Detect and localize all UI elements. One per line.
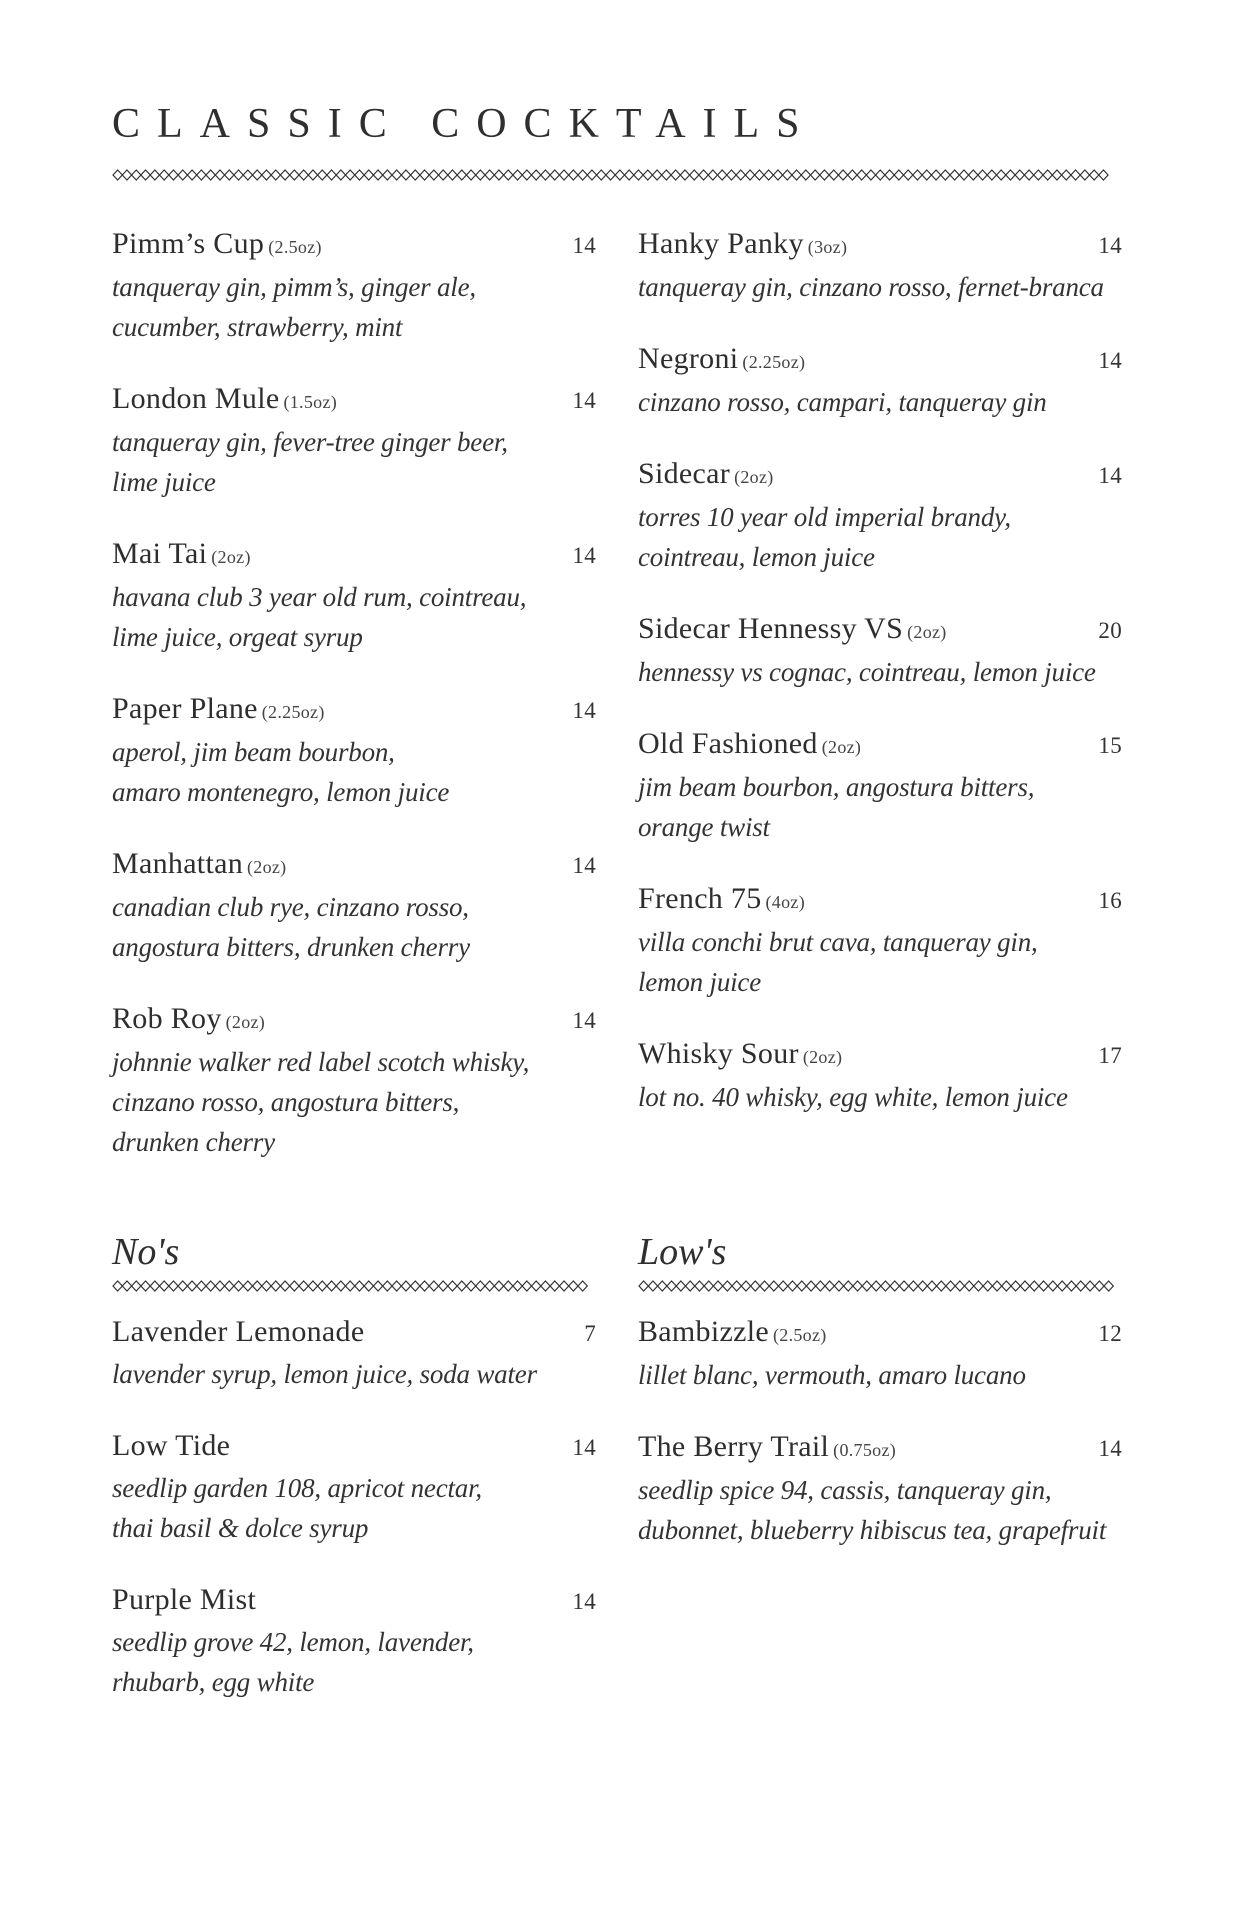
menu-item-description-line: lavender syrup, lemon juice, soda water [112,1359,537,1389]
menu-item-header [112,534,596,577]
menu-item-description-line: cointreau, lemon juice [638,542,875,572]
menu-item-price: 14 [572,388,596,413]
menu-item-header [112,689,596,732]
lows-title: Low's [638,1231,727,1273]
menu-item-pour: (1.5oz) [283,392,338,412]
menu-item-title [112,1312,364,1352]
menu-item-description-line: lime juice, orgeat syrup [112,622,363,652]
menu-item-description-line: rhubarb, egg white [112,1667,315,1697]
menu-item [112,689,596,812]
menu-item-description-line: amaro montenegro, lemon juice [112,777,450,807]
menu-item [638,339,1122,422]
menu-item-name: Sidecar Hennessy VS [638,612,904,645]
menu-item-title [638,454,774,497]
menu-item-header [638,454,1122,497]
lows-column [638,1312,1122,1550]
menu-item-name: Purple Mist [112,1583,257,1616]
menu-item-header [112,999,596,1042]
menu-item-title [112,844,286,887]
menu-item-description-line: cinzano rosso, campari, tanqueray gin [638,387,1047,417]
menu-item-description-line: johnnie walker red label scotch whisky, [112,1047,530,1077]
menu-item [112,534,596,657]
menu-item [638,879,1122,1002]
menu-item-name: The Berry Trail [638,1430,830,1463]
menu-item-name: French 75 [638,882,762,915]
menu-item-header [638,339,1122,382]
menu-item-price: 14 [572,1435,596,1460]
menu-item-header [638,724,1122,767]
menu-item-description-line: orange twist [638,812,770,842]
menu-item-name: Bambizzle [638,1315,769,1348]
menu-item-description [112,577,596,657]
menu-item-title [638,879,805,922]
menu-item-description [112,1622,596,1702]
menu-item-title [112,1426,230,1466]
menu-item-title [112,224,322,267]
menu-item-description [638,652,1122,692]
menu-item-description [112,1354,596,1394]
menu-item-description-line: tanqueray gin, cinzano rosso, fernet-branca [638,272,1104,302]
menu-item-name: Rob Roy [112,1002,222,1035]
menu-item-description-line: tanqueray gin, pimm’s, ginger ale, [112,272,476,302]
menu-item-header [638,1034,1122,1077]
menu-item-description-line: drunken cherry [112,1127,275,1157]
menu-item-description-line: torres 10 year old imperial brandy, [638,502,1011,532]
menu-item-description-line: tanqueray gin, fever-tree ginger beer, [112,427,508,457]
menu-item-title [112,999,265,1042]
menu-item-header [638,609,1122,652]
menu-item-description [112,422,596,502]
menu-item-pour: (2.5oz) [772,1325,827,1345]
menu-item-name: Old Fashioned [638,727,818,760]
menu-item-name: Low Tide [112,1429,231,1462]
menu-item-pour: (2oz) [907,622,947,642]
menu-item-title [638,1427,896,1470]
menu-item-price: 20 [1098,618,1122,643]
menu-item-name: Negroni [638,342,739,375]
menu-item-name: Pimm’s Cup [112,227,265,260]
nos-divider [112,1278,596,1294]
menu-item-header [638,1312,1122,1355]
menu-item-pour: (2oz) [247,857,287,877]
lows-divider [638,1278,1122,1294]
menu-item-description [112,267,596,347]
classic-left-column [112,224,596,1162]
menu-item-header [638,879,1122,922]
menu-item-price: 7 [584,1321,596,1346]
menu-item-name: Paper Plane [112,692,258,725]
menu-item-price: 15 [1098,733,1122,758]
menu-item-name: Manhattan [112,847,243,880]
menu-item-pour: (2oz) [734,467,774,487]
menu-item [638,1034,1122,1117]
menu-item-description-line: lillet blanc, vermouth, amaro lucano [638,1360,1026,1390]
menu-item-title [638,609,947,652]
diamond-chain-ornament [112,1278,596,1294]
menu-item-pour: (3oz) [807,237,848,257]
menu-item [112,1580,596,1702]
classic-divider [112,167,1116,183]
menu-item-price: 14 [1098,1436,1122,1461]
menu-item-description-line: lemon juice [638,967,762,997]
menu-item-description [112,1468,596,1548]
menu-item-header [112,1580,596,1622]
menu-item [112,379,596,502]
menu-item-pour: (0.75oz) [833,1440,897,1460]
menu-item-description-line: jim beam bourbon, angostura bitters, [638,772,1035,802]
menu-item-price: 14 [1098,463,1122,488]
nos-title: No's [112,1231,180,1273]
menu-item-description-line: villa conchi brut cava, tanqueray gin, [638,927,1038,957]
menu-item-description-line: thai basil & dolce syrup [112,1513,369,1543]
menu-item-price: 14 [572,543,596,568]
menu-item-price: 14 [1098,348,1122,373]
menu-item [638,224,1122,307]
menu-item-description [112,887,596,967]
menu-item-description [112,1042,596,1162]
menu-item-price: 14 [572,1008,596,1033]
menu-item [638,609,1122,692]
menu-item-description-line: angostura bitters, drunken cherry [112,932,470,962]
menu-item-description [112,732,596,812]
menu-item-name: Mai Tai [112,537,208,570]
menu-item-header [638,1427,1122,1470]
menu-item-price: 14 [572,1589,596,1614]
menu-item-description [638,267,1122,307]
nos-column [112,1312,596,1702]
menu-item-name: London Mule [112,382,280,415]
menu-item-pour: (2oz) [225,1012,266,1032]
menu-item-header [112,379,596,422]
menu-item [638,1312,1122,1395]
menu-item-description [638,497,1122,577]
menu-item-header [112,224,596,267]
menu-item [112,1312,596,1394]
menu-item-price: 14 [572,698,596,723]
menu-item [112,844,596,967]
menu-item-header [638,224,1122,267]
menu-item-title [638,724,861,767]
menu-item-title [638,1312,827,1355]
menu-item-pour: (2oz) [802,1047,843,1067]
menu-item-description-line: aperol, jim beam bourbon, [112,737,395,767]
menu-item-pour: (2.25oz) [742,352,806,372]
menu-item-price: 17 [1098,1043,1122,1068]
menu-item [638,724,1122,847]
menu-item-title [112,379,337,422]
menu-item-name: Hanky Panky [638,227,804,260]
menu-item-title [112,1580,256,1620]
menu-item-description-line: cinzano rosso, angostura bitters, [112,1087,460,1117]
menu-item-name: Whisky Sour [638,1037,799,1070]
menu-item-price: 14 [1098,233,1122,258]
menu-item-title [638,224,847,267]
menu-item-description-line: canadian club rye, cinzano rosso, [112,892,469,922]
menu-item-name: Lavender Lemonade [112,1315,365,1348]
menu-item-description-line: seedlip grove 42, lemon, lavender, [112,1627,474,1657]
menu-item-pour: (2.5oz) [268,237,322,257]
menu-item-description-line: seedlip garden 108, apricot nectar, [112,1473,482,1503]
diamond-chain-ornament [112,167,1116,183]
menu-item-pour: (4oz) [765,892,805,912]
menu-item-header [112,1312,596,1354]
menu-item-description-line: hennessy vs cognac, cointreau, lemon juice [638,657,1096,687]
menu-item-description [638,1077,1122,1117]
classic-cocktails-title: CLASSIC COCKTAILS [112,101,817,147]
menu-item-description-line: lime juice [112,467,216,497]
menu-item-header [112,844,596,887]
diamond-chain-ornament [638,1278,1122,1294]
menu-item-title [112,534,251,577]
menu-item-title [638,339,805,382]
classic-right-column [638,224,1122,1117]
menu-item [638,1427,1122,1550]
menu-item-description [638,922,1122,1002]
menu-item-description-line: seedlip spice 94, cassis, tanqueray gin, [638,1475,1052,1505]
menu-item-price: 12 [1098,1321,1122,1346]
menu-item-description-line: dubonnet, blueberry hibiscus tea, grapefruit [638,1515,1107,1545]
menu-item-price: 16 [1098,888,1122,913]
menu-item-description-line: lot no. 40 whisky, egg white, lemon juice [638,1082,1068,1112]
menu-item [112,999,596,1162]
menu-item-pour: (2oz) [821,737,862,757]
menu-item [112,224,596,347]
menu-item-description-line: cucumber, strawberry, mint [112,312,403,342]
menu-item-price: 14 [572,233,596,258]
menu-item [112,1426,596,1548]
menu-item-description [638,767,1122,847]
menu-item-price: 14 [572,853,596,878]
menu-item-description [638,1470,1122,1550]
menu-item-description-line: havana club 3 year old rum, cointreau, [112,582,527,612]
menu-item [638,454,1122,577]
menu-item-pour: (2.25oz) [261,702,325,722]
menu-item-name: Sidecar [638,457,731,490]
menu-item-title [112,689,325,732]
menu-item-description [638,1355,1122,1395]
menu-item-pour: (2oz) [211,547,251,567]
menu-item-description [638,382,1122,422]
menu-item-header [112,1426,596,1468]
menu-item-title [638,1034,842,1077]
